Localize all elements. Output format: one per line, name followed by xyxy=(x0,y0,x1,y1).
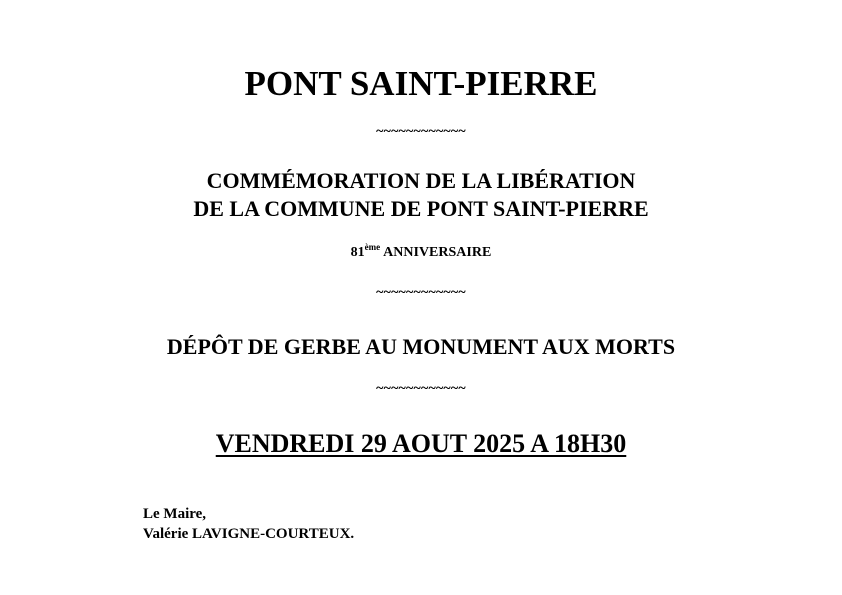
commemoration-heading-line-1: COMMÉMORATION DE LA LIBÉRATION xyxy=(206,168,636,193)
event-heading: DÉPÔT DE GERBE AU MONUMENT AUX MORTS xyxy=(166,334,676,359)
signature-name: Valérie LAVIGNE-COURTEUX. xyxy=(143,526,355,542)
anniversary-label: ANNIVERSAIRE xyxy=(383,245,492,260)
signature-block xyxy=(143,504,354,544)
event-date-line xyxy=(0,427,842,461)
signature-role: Le Maire, xyxy=(143,506,207,522)
separator-1: ~~~~~~~~~~~~ xyxy=(376,124,466,139)
anniversary-suffix: ème xyxy=(364,242,381,252)
anniversary-number: 81 xyxy=(350,245,365,260)
separator-3: ~~~~~~~~~~~~ xyxy=(376,381,466,396)
separator-2: ~~~~~~~~~~~~ xyxy=(376,285,466,300)
town-title: PONT SAINT-PIERRE xyxy=(244,64,598,103)
event-date: VENDREDI 29 AOUT 2025 A 18H30 xyxy=(215,429,627,458)
anniversary-line xyxy=(0,243,842,263)
commemoration-heading-line-2: DE LA COMMUNE DE PONT SAINT-PIERRE xyxy=(193,196,649,221)
